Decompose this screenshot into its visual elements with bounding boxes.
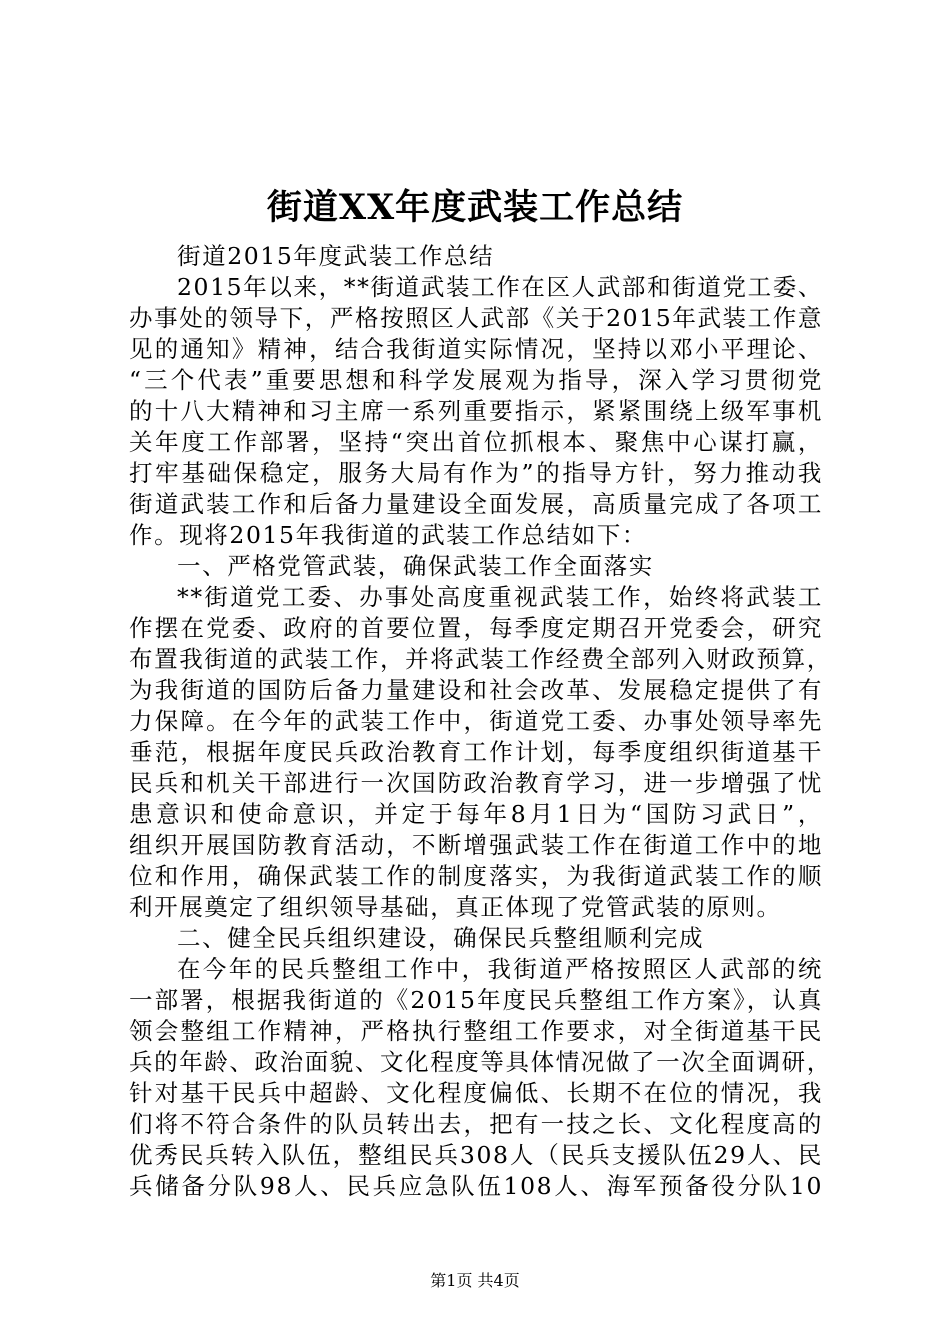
paragraph-line: 布置我街道的武装工作，并将武装工作经费全部列入财政预算， bbox=[129, 645, 832, 673]
paragraph-line: 兵的年龄、政治面貌、文化程度等具体情况做了一次全面调研， bbox=[129, 1048, 832, 1076]
paragraph-line: 关年度工作部署，坚持“突出首位抓根本、聚焦中心谋打赢， bbox=[129, 428, 823, 456]
paragraph-line: 一部署，根据我街道的《2015年度民兵整组工作方案》，认真 bbox=[129, 986, 823, 1014]
paragraph-line: 作。现将2015年我街道的武装工作总结如下： bbox=[129, 521, 648, 549]
paragraph-line: 优秀民兵转入队伍，整组民兵308人（民兵支援队伍29人、民 bbox=[129, 1141, 823, 1169]
paragraph-line: 垂范，根据年度民兵政治教育工作计划，每季度组织街道基干 bbox=[129, 738, 823, 766]
paragraph-line: 见的通知》精神，结合我街道实际情况，坚持以邓小平理论、 bbox=[129, 335, 823, 363]
paragraph-line: 作摆在党委、政府的首要位置，每季度定期召开党委会，研究 bbox=[129, 614, 823, 642]
paragraph-line: **街道党工委、办事处高度重视武装工作，始终将武装工 bbox=[177, 583, 823, 611]
paragraph-line: 位和作用，确保武装工作的制度落实，为我街道武装工作的顺 bbox=[129, 862, 823, 890]
paragraph-line: 针对基干民兵中超龄、文化程度偏低、长期不在位的情况，我 bbox=[129, 1079, 823, 1107]
paragraph-line: 患意识和使命意识，并定于每年8月1日为“国防习武日”， bbox=[129, 800, 823, 828]
paragraph-line: 为我街道的国防后备力量建设和社会改革、发展稳定提供了有 bbox=[129, 676, 823, 704]
paragraph-line: 民兵和机关干部进行一次国防政治教育学习，进一步增强了忧 bbox=[129, 769, 823, 797]
paragraph-line: 在今年的民兵整组工作中，我街道严格按照区人武部的统 bbox=[177, 955, 823, 983]
section-heading: 二、健全民兵组织建设，确保民兵整组顺利完成 bbox=[177, 924, 705, 952]
paragraph-line: 2015年以来，**街道武装工作在区人武部和街道党工委、 bbox=[177, 273, 823, 301]
paragraph-line: 力保障。在今年的武装工作中，街道党工委、办事处领导率先 bbox=[129, 707, 823, 735]
paragraph-line: 的十八大精神和习主席一系列重要指示，紧紧围绕上级军事机 bbox=[129, 397, 823, 425]
paragraph-line: 打牢基础保稳定，服务大局有作为”的指导方针，努力推动我 bbox=[129, 459, 823, 487]
paragraph-line: 街道武装工作和后备力量建设全面发展，高质量完成了各项工 bbox=[129, 490, 823, 518]
paragraph-line: 们将不符合条件的队员转出去，把有一技之长、文化程度高的 bbox=[129, 1110, 823, 1138]
paragraph-line: 办事处的领导下，严格按照区人武部《关于2015年武装工作意 bbox=[129, 304, 823, 332]
paragraph-line: 利开展奠定了组织领导基础，真正体现了党管武装的原则。 bbox=[129, 893, 782, 921]
page-footer: 第1页 共4页 bbox=[430, 1271, 520, 1290]
document-title: 街道XX年度武装工作总结 bbox=[266, 187, 684, 228]
paragraph-line: 领会整组工作精神，严格执行整组工作要求，对全街道基干民 bbox=[129, 1017, 823, 1045]
section-heading: 一、严格党管武装，确保武装工作全面落实 bbox=[177, 552, 654, 580]
paragraph-line: 兵储备分队98人、民兵应急队伍108人、海军预备役分队10 bbox=[129, 1172, 823, 1200]
paragraph-line: 组织开展国防教育活动，不断增强武装工作在街道工作中的地 bbox=[129, 831, 823, 859]
paragraph-line: “三个代表”重要思想和科学发展观为指导，深入学习贯彻党 bbox=[129, 366, 823, 394]
subtitle-line: 街道2015年度武装工作总结 bbox=[177, 242, 495, 270]
